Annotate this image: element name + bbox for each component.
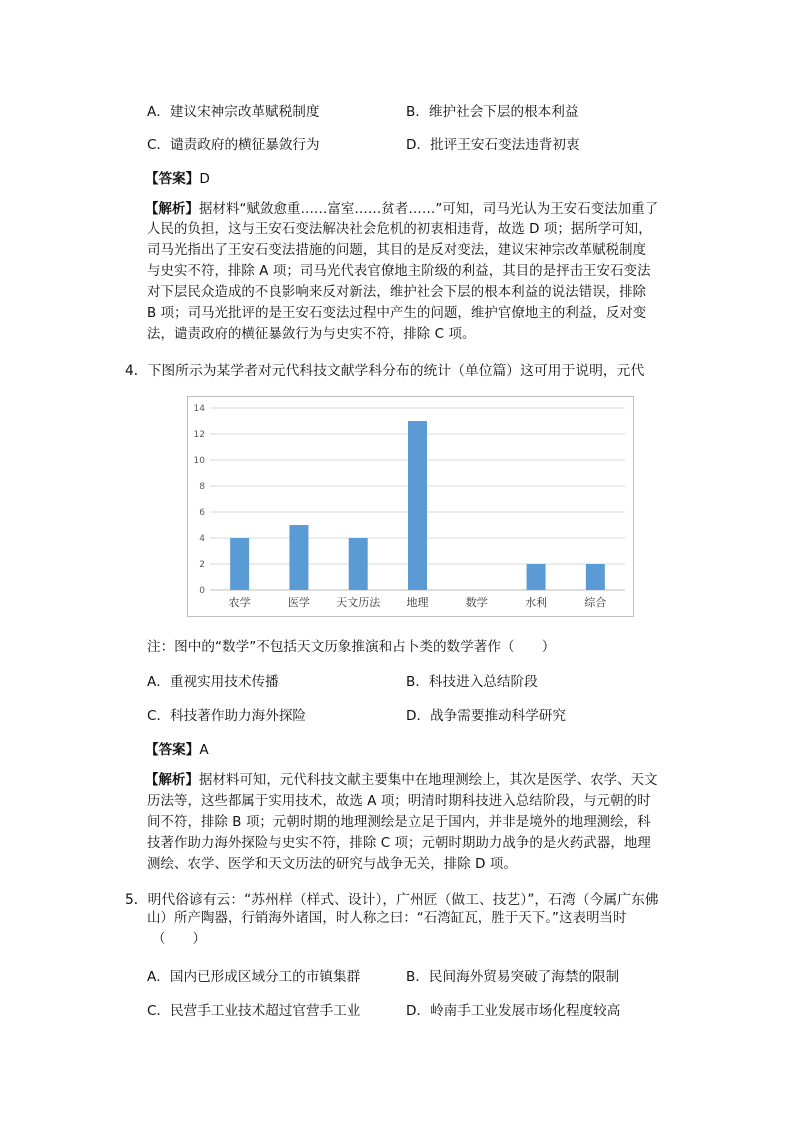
q3-option-c [147,133,320,153]
question-text: 下图所示为某学者对元代科技文献学科分布的统计（单位篇）这可用于说明，元代 [147,363,645,379]
q3-analysis-line: B 项；司马光批评的是王安石变法过程中产生的问题，维护官僚地主的利益，反对变 [147,306,647,321]
option-letter: C． [147,1003,171,1019]
answer-label: 【答案】 [145,742,200,758]
option-text: 谴责政府的横征暴敛行为 [170,137,320,153]
q5-option-d [406,999,620,1019]
q4-analysis-line: 测绘、农学、医学和天文历法的研究与战争无关，排除 D 项。 [147,857,517,872]
option-letter: A． [147,104,170,120]
option-letter: D． [406,1003,431,1019]
q3-analysis-line: 人民的负担，这与王安石变法解决社会危机的初衷相违背，故选 D 项；据所学可知， [147,222,652,237]
y-tick-label: 8 [199,482,205,492]
y-tick-label: 6 [199,508,205,518]
q4-stem [125,359,644,379]
option-text: 建议宋神宗改革赋税制度 [169,104,320,120]
option-letter: A． [147,674,170,690]
q3-option-b [406,100,578,120]
q4-option-c [147,704,306,724]
q4-option-a [147,670,279,690]
x-category-label: 水利 [525,596,548,609]
q5-option-c [147,999,360,1019]
x-category-label: 农学 [228,596,251,609]
q4-answer [145,738,209,758]
bar-水利 [527,564,546,590]
option-text: 岭南手工业发展市场化程度较高 [430,1003,621,1019]
bar-地理 [408,421,427,590]
q3-analysis-line [145,200,658,220]
q3-analysis-line: 与史实不符，排除 A 项；司马光代表官僚地主阶级的利益，其目的是抨击王安石变法 [147,264,651,279]
option-text: 科技进入总结阶段 [428,674,538,690]
q4-analysis-line: 技著作助力海外探险与史实不符，排除 C 项；元朝时期助力战争的是火药武器，地理 [147,836,651,851]
x-category-label: 数学 [465,596,488,609]
q3-analysis-line: 司马光指出了王安石变法措施的问题，其目的是反对变法，建议宋神宗改革赋税制度 [147,243,647,258]
x-category-label: 地理 [406,596,429,609]
q4-analysis-line [145,771,658,791]
option-letter: B． [406,674,429,690]
q4-option-d [406,704,566,724]
q5-stem-line: （ ） [152,932,206,947]
option-text: 科技著作助力海外探险 [170,708,307,724]
option-text: 国内已形成区域分工的市镇集群 [169,969,361,985]
bar-农学 [230,538,249,590]
y-tick-label: 14 [193,404,205,414]
option-text: 民间海外贸易突破了海禁的限制 [428,969,620,985]
q4-analysis-line: 历法等，这些都属于实用技术，故选 A 项；明清时期科技进入总结阶段，与元朝的时 [147,794,651,809]
analysis-label: 【解析】 [145,202,199,217]
option-letter: A． [147,969,170,985]
q4-note: 注：图中的“数学”不包括天文历象推演和占卜类的数学著作（ ） [147,639,556,655]
q5-stem-line: 山）所产陶器，行销海外诸国，时人称之曰：“石湾缸瓦，胜于天下。”这表明当时 [147,911,627,926]
q4-option-b [406,670,538,690]
q3-answer [145,167,210,187]
option-letter: D． [406,708,431,724]
option-text: 批评王安石变法违背初衷 [430,137,580,153]
option-text: 战争需要推动科学研究 [430,708,566,724]
y-tick-label: 4 [199,534,205,544]
option-text: 维护社会下层的根本利益 [428,104,579,120]
bar-chart [187,396,634,617]
question-text: 明代俗谚有云：“苏州样（样式、设计），广州匠（做工、技艺）”，石湾（今属广东佛 [147,892,659,908]
option-letter: B． [406,969,429,985]
q3-option-d [406,133,580,153]
x-category-label: 医学 [287,596,310,609]
q3-option-a [147,100,319,120]
q3-analysis-line: 法，谴责政府的横征暴敛行为与史实不符，排除 C 项。 [147,327,476,342]
question-number: 5． [125,892,148,908]
y-tick-label: 2 [199,560,205,570]
y-tick-label: 0 [199,586,205,596]
q4-analysis-line: 间不符，排除 B 项；元朝时期的地理测绘是立足于国内，并非是境外的地理测绘，科 [147,815,651,830]
x-category-label: 天文历法 [336,596,381,609]
analysis-label: 【解析】 [145,773,199,788]
q5-option-a [147,965,360,985]
x-category-label: 综合 [584,596,607,609]
y-tick-label: 10 [193,456,205,466]
q5-option-b [406,965,619,985]
answer-value: D [199,171,210,187]
question-number: 4． [125,363,148,379]
option-letter: C． [147,137,171,153]
option-text: 重视实用技术传播 [169,674,279,690]
answer-label: 【答案】 [145,171,200,187]
chart-canvas [188,397,633,616]
q5-stem [125,888,659,908]
answer-value: A [199,742,209,758]
y-tick-label: 12 [193,430,205,440]
option-text: 民营手工业技术超过官营手工业 [170,1003,361,1019]
analysis-text: 据材料“赋敛愈重……富室……贫者……”可知，司马光认为王安石变法加重了 [198,202,659,217]
bar-天文历法 [349,538,368,590]
option-letter: B． [406,104,429,120]
bar-综合 [586,564,605,590]
option-letter: D． [406,137,431,153]
q3-analysis-line: 对下层民众造成的不良影响来反对新法，维护社会下层的根本利益的说法错误，排除 [147,285,647,300]
analysis-text: 据材料可知，元代科技文献主要集中在地理测绘上，其次是医学、农学、天文 [198,773,658,788]
bar-医学 [289,525,308,590]
option-letter: C． [147,708,171,724]
